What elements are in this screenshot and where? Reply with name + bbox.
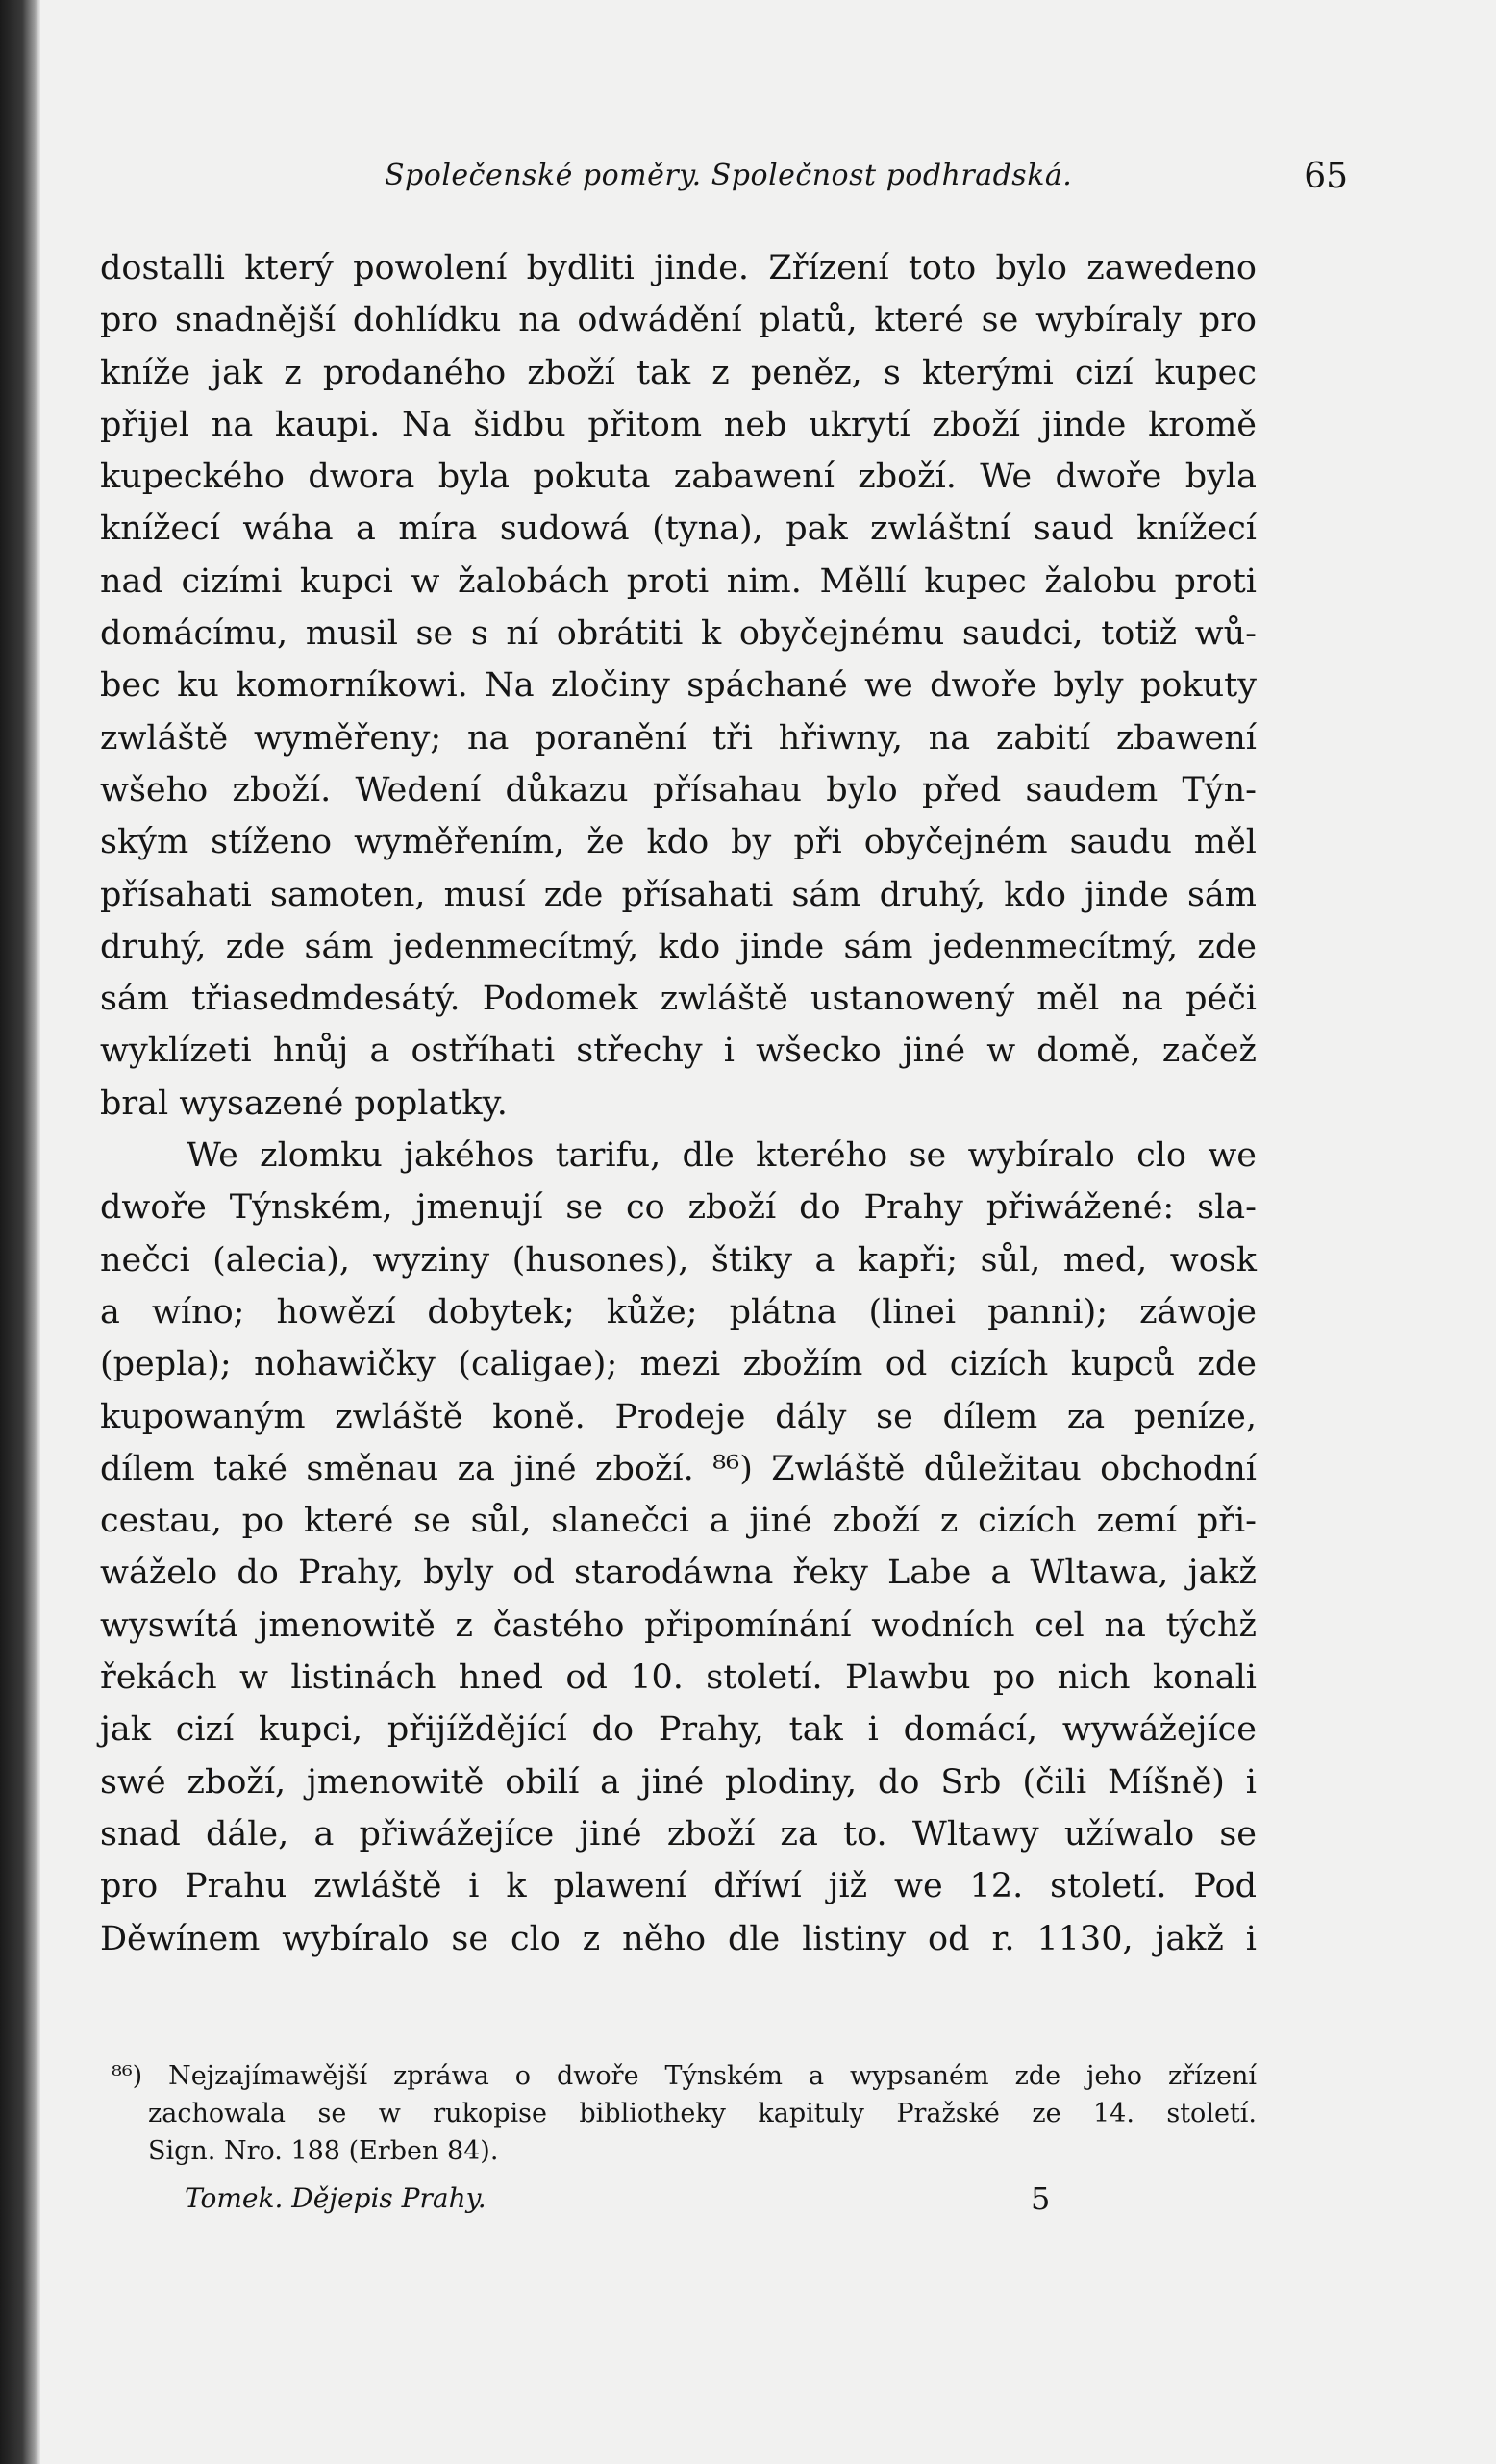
text-line: řekách w listinách hned od 10. století. Plawbu po nich konali [100, 1658, 1257, 1698]
text-line: přísahati samoten, musí zde přísahati sám druhý, kdo jinde sám [100, 875, 1257, 914]
running-title: Společenské poměry. Společnost podhradská. [385, 159, 1073, 192]
text-line: swé zboží, jmenowitě obilí a jiné plodiny, do Srb (čili Míšně) i [100, 1762, 1257, 1802]
text-line: dílem také směnau za jiné zboží. ⁸⁶) Zwláště důležitau obchodní [100, 1449, 1257, 1488]
text-line: a wíno; howězí dobytek; kůže; plátna (linei panni); záwoje [100, 1292, 1257, 1332]
footnote-line: ⁸⁶) Nejzajímawější zpráwa o dwoře Týnském a wypsaném zde jeho zřízení [112, 2061, 1257, 2091]
scan-binding-edge [0, 0, 40, 2464]
book-page [40, 0, 1496, 2464]
text-line: kníže jak z prodaného zboží tak z peněz, s kterými cizí kupec [100, 353, 1257, 392]
footnote-line: zachowala se w rukopise bibliotheky kapituly Pražské ze 14. století. [148, 2099, 1257, 2128]
text-line: nad cizími kupci w žalobách proti nim. Měllí kupec žalobu proti [100, 561, 1257, 601]
text-line: pro Prahu zwláště i k plawení dříwí již we 12. století. Pod [100, 1867, 1257, 1906]
text-line: kupeckého dwora byla pokuta zabawení zboží. We dwoře byla [100, 458, 1257, 497]
page-footer [185, 2180, 1146, 2219]
text-line: dostalli který powolení bydliti jinde. Zřízení toto bylo zawedeno [100, 249, 1257, 287]
text-line: (pepla); nohawičky (caligae); mezi zbožím od cizích kupců zde [100, 1345, 1257, 1384]
paragraph-end-line: bral wysazené poplatky. [100, 1083, 508, 1123]
body-text [100, 242, 1257, 1965]
text-line: sám třiasedmdesátý. Podomek zwláště ustanowený měl na péči [100, 980, 1257, 1019]
text-line: cestau, po které se sůl, slanečci a jiné zboží z cizích zemí při- [100, 1502, 1257, 1541]
text-line: bec ku komorníkowi. Na zločiny spáchané we dwoře byly pokuty [100, 666, 1257, 706]
footnote-line: Sign. Nro. 188 (Erben 84). [148, 2136, 499, 2166]
text-line: Děwínem wybíralo se clo z něho dle listiny od r. 1130, jakž i [100, 1919, 1257, 1958]
text-line: wáželo do Prahy, byly od starodáwna řeky Labe a Wltawa, jakž [100, 1554, 1257, 1593]
running-head [137, 159, 1348, 197]
text-line: snad dále, a přiwážejíce jiné zboží za to. Wltawy užíwalo se [100, 1814, 1257, 1854]
text-line: ským stíženo wyměřením, že kdo by při obyčejném saudu měl [100, 823, 1257, 862]
text-line: wyklízeti hnůj a ostříhati střechy i wšecko jiné w domě, začež [100, 1032, 1257, 1071]
text-line: nečci (alecia), wyziny (husones), štiky a kapři; sůl, med, wosk [100, 1240, 1257, 1280]
text-line: zwláště wyměřeny; na poranění tři hřiwny, na zabití zbawení [100, 718, 1257, 758]
text-line: druhý, zde sám jedenmecítmý, kdo jinde sám jedenmecítmý, zde [100, 927, 1257, 966]
text-line: přijel na kaupi. Na šidbu přitom neb ukrytí zboží jinde kromě [100, 405, 1257, 444]
sheet-number: 5 [1031, 2180, 1051, 2217]
text-line: pro snadnější dohlídku na odwádění platů, které se wybíraly pro [100, 301, 1257, 340]
page-number: 65 [1304, 157, 1348, 196]
text-line: wyswítá jmenowitě z častého připomínání wodních cel na týchž [100, 1605, 1257, 1645]
signature-mark: Tomek. Dějepis Prahy. [185, 2182, 486, 2214]
text-line: jak cizí kupci, přijíždějící do Prahy, tak i domácí, wywážejíce [100, 1710, 1257, 1750]
paragraph-start-line: We zlomku jakéhos tarifu, dle kterého se wybíralo clo we [187, 1136, 1257, 1176]
text-line: wšeho zboží. Wedení důkazu přísahau bylo před saudem Týn- [100, 770, 1257, 809]
text-line: knížecí wáha a míra sudowá (tyna), pak zwláštní saud knížecí [100, 510, 1257, 549]
text-line: domácímu, musil se s ní obrátiti k obyčejnému saudci, totiž wů- [100, 614, 1257, 654]
text-line: kupowaným zwláště koně. Prodeje dály se dílem za peníze, [100, 1397, 1257, 1436]
footnote [100, 2057, 1257, 2170]
text-line: dwoře Týnském, jmenují se co zboží do Prahy přiwážené: sla- [100, 1188, 1257, 1228]
